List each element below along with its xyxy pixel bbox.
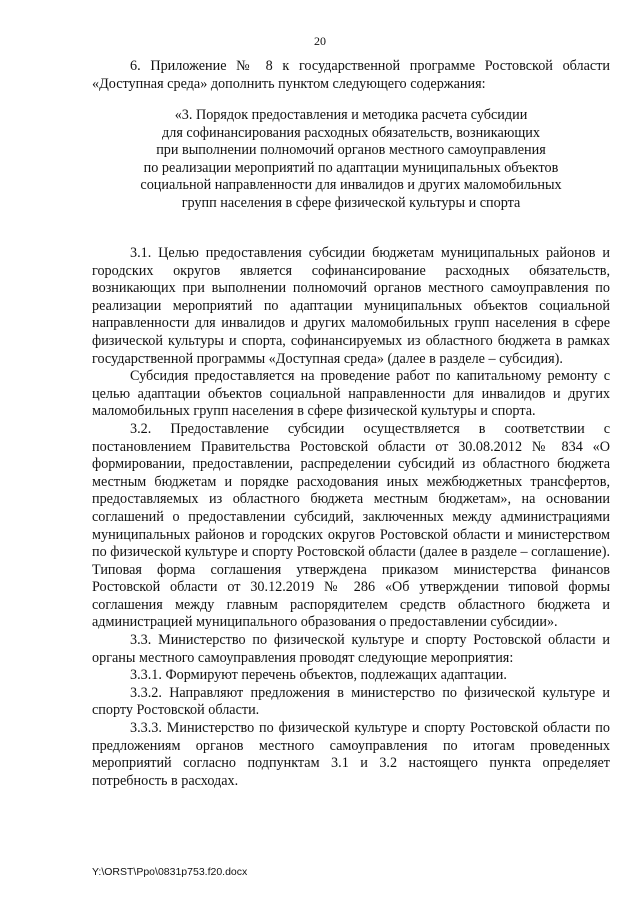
paragraph-subsidy: Субсидия предоставляется на проведение работ по капитальному ремонту с целью адаптации объектов социальной направленности для инвалидов и других маломобильных групп населения в сфере физической культуры и спорта. [92,368,610,420]
file-path-footer: Y:\ORST\Ppo\0831p753.f20.docx [92,866,248,878]
section-heading [92,107,610,213]
intro-paragraph: 6. Приложение № 8 к государственной программе Ростовской области «Доступная среда» дополнить пунктом следующего содержания: [92,58,610,92]
paragraph-3-2: 3.2. Предоставление субсидии осуществляется в соответствии с постановлением Правительства Ростовской области от 30.08.2012 № 834 «О формировании, предоставлении, распределении субсидий из областного бюджета местным бюджетам и порядке расходования иных межбюджетных трансфертов, предоставляемых из областного бюджета местным бюджетам», на основании соглашений о предоставлении субсидий, заключенных между администрациями муниципальных районов и городских округов Ростовской области и министерством по физической культуре и спорту Ростовской области (далее в разделе – соглашение). Типовая форма соглашения утверждена приказом министерства финансов Ростовской области от 30.12.2019 № 286 «Об утверждении типовой формы соглашения между главным распорядителем средств областного бюджета и администрацией муниципального образования о предоставлении субсидии». [92,420,610,631]
heading-line: социальной направленности для инвалидов и других маломобильных [140,177,562,194]
heading-line: по реализации мероприятий по адаптации муниципальных объектов [143,159,559,176]
heading-line: «3. Порядок предоставления и методика расчета субсидии [174,107,528,123]
paragraph-3-3: 3.3. Министерство по физической культуре и спорту Ростовской области и органы местного самоуправления проводят следующие мероприятия: [92,632,610,666]
paragraph-3-3-1: 3.3.1. Формируют перечень объектов, подлежащих адаптации. [130,667,507,684]
paragraph-3-3-3: 3.3.3. Министерство по физической культуре и спорту Ростовской области по предложениям органов местного самоуправления по итогам проведенных мероприятий согласно подпунктам 3.1 и 3.2 настоящего пункта определяет потребность в расходах. [92,720,610,789]
heading-line: для софинансирования расходных обязательств, возникающих [162,124,540,141]
paragraph-3-1: 3.1. Целью предоставления субсидии бюджетам муниципальных районов и городских округов является софинансирование расходных обязательств, возникающих при выполнении полномочий органов местного самоуправления по реализации мероприятий по адаптации муниципальных объектов социальной направленности для инвалидов и других маломобильных групп населения в сфере физической культуры и спорта, софинансируемых из областного бюджета в рамках государственной программы «Доступная среда» (далее в разделе – субсидия). [92,245,610,367]
page-number: 20 [314,34,326,48]
intro-block [92,58,610,93]
heading-line: при выполнении полномочий органов местного самоуправления [156,142,546,159]
main-text [92,245,610,790]
heading-line: групп населения в сфере физической культуры и спорта [181,194,521,211]
paragraph-3-3-2: 3.3.2. Направляют предложения в министерство по физической культуре и спорту Ростовской области. [92,684,610,719]
